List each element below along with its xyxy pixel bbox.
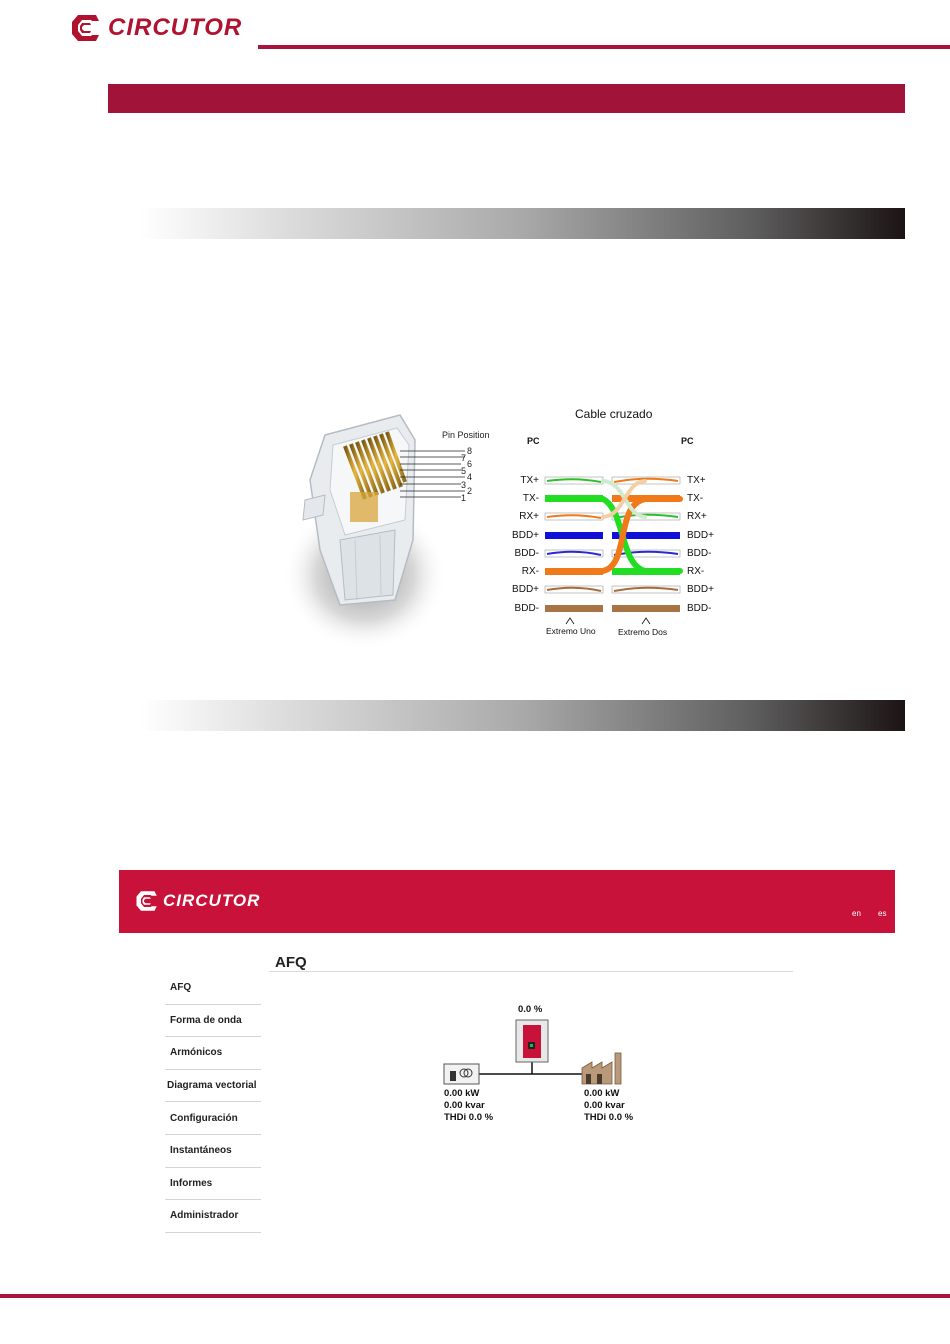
right-wire-label: TX+: [687, 475, 706, 486]
pin-number: 7: [461, 453, 467, 463]
grid-thd: THDi 0.0 %: [444, 1112, 494, 1123]
right-pc-header: PC: [681, 436, 694, 446]
sidebar-menu: [165, 972, 261, 1233]
rj45-crossover-figure: [285, 400, 745, 650]
transformer-icon[interactable]: [444, 1064, 479, 1084]
page-title: AFQ: [275, 954, 307, 971]
menu-item-informes[interactable]: Informes: [165, 1168, 261, 1201]
header-rule: [258, 45, 950, 49]
pin-number: 5: [461, 466, 467, 476]
pin-number: 3: [461, 480, 467, 490]
filter-cabinet-icon[interactable]: [516, 1020, 548, 1062]
end-one-label: Extremo Uno: [546, 626, 596, 636]
end-one-wires: [545, 477, 603, 612]
menu-item-forma-de-onda[interactable]: Forma de onda: [165, 1005, 261, 1038]
circutor-logo-icon: [135, 889, 159, 913]
logo-wordmark: CIRCUTOR: [108, 14, 243, 41]
app-logo-wordmark: CIRCUTOR: [163, 891, 261, 910]
left-wire-label: BDD-: [514, 603, 539, 614]
cable-title: Cable cruzado: [575, 407, 653, 421]
left-pc-header: PC: [527, 436, 540, 446]
left-wire-label: RX+: [519, 511, 539, 522]
menu-item-administrador[interactable]: Administrador: [165, 1200, 261, 1233]
right-wire-label: RX+: [687, 511, 707, 522]
menu-item-armonicos[interactable]: Armónicos: [165, 1037, 261, 1070]
subsection-bar-2: [140, 700, 905, 731]
section-title-bar: [108, 84, 905, 113]
filter-percent: 0.0 %: [518, 1004, 543, 1015]
language-es-link[interactable]: es: [878, 909, 887, 918]
right-wire-label: BDD+: [687, 530, 714, 541]
crossover-wires: [603, 481, 680, 571]
left-wire-label: BDD-: [514, 548, 539, 559]
language-en-link[interactable]: en: [852, 909, 861, 918]
circutor-logo-icon: [70, 12, 102, 44]
right-wire-label: BDD+: [687, 584, 714, 595]
subsection-bar-1: [140, 208, 905, 239]
left-wire-label: BDD+: [512, 584, 539, 595]
menu-item-instantaneos[interactable]: Instantáneos: [165, 1135, 261, 1168]
title-divider: [269, 971, 793, 972]
menu-item-configuracion[interactable]: Configuración: [165, 1102, 261, 1135]
menu-item-diagrama-vectorial[interactable]: Diagrama vectorial: [165, 1070, 261, 1103]
circutor-logo: [70, 12, 242, 44]
end-two-label: Extremo Dos: [618, 627, 668, 637]
right-wire-label: BDD-: [687, 603, 712, 614]
grid-reactive: 0.00 kvar: [444, 1100, 485, 1111]
grid-power: 0.00 kW: [444, 1088, 480, 1099]
left-wire-label: TX+: [520, 475, 539, 486]
app-header: [119, 870, 895, 933]
left-wire-label: TX-: [522, 493, 539, 504]
app-logo[interactable]: [135, 889, 260, 913]
load-reactive: 0.00 kvar: [584, 1100, 625, 1111]
pin-number: 2: [467, 486, 473, 496]
right-wire-label: BDD-: [687, 548, 712, 559]
afq-single-line-diagram: [439, 1000, 649, 1130]
load-power: 0.00 kW: [584, 1088, 620, 1099]
left-wire-label: BDD+: [512, 530, 539, 541]
factory-icon[interactable]: [582, 1053, 621, 1084]
right-wire-label: TX-: [687, 493, 704, 504]
pin-number: 6: [467, 459, 473, 469]
footer-rule: [0, 1294, 950, 1298]
pin-number: 1: [461, 493, 467, 503]
left-wire-label: RX-: [521, 566, 539, 577]
rj45-connector-icon: [285, 415, 447, 650]
pin-position-label: Pin Position: [442, 430, 490, 440]
pin-number: 8: [467, 446, 473, 456]
load-thd: THDi 0.0 %: [584, 1112, 634, 1123]
pin-number: 4: [467, 472, 473, 482]
right-wire-label: RX-: [687, 566, 705, 577]
web-app-screenshot: [119, 870, 895, 1245]
menu-item-afq[interactable]: AFQ: [165, 972, 261, 1005]
